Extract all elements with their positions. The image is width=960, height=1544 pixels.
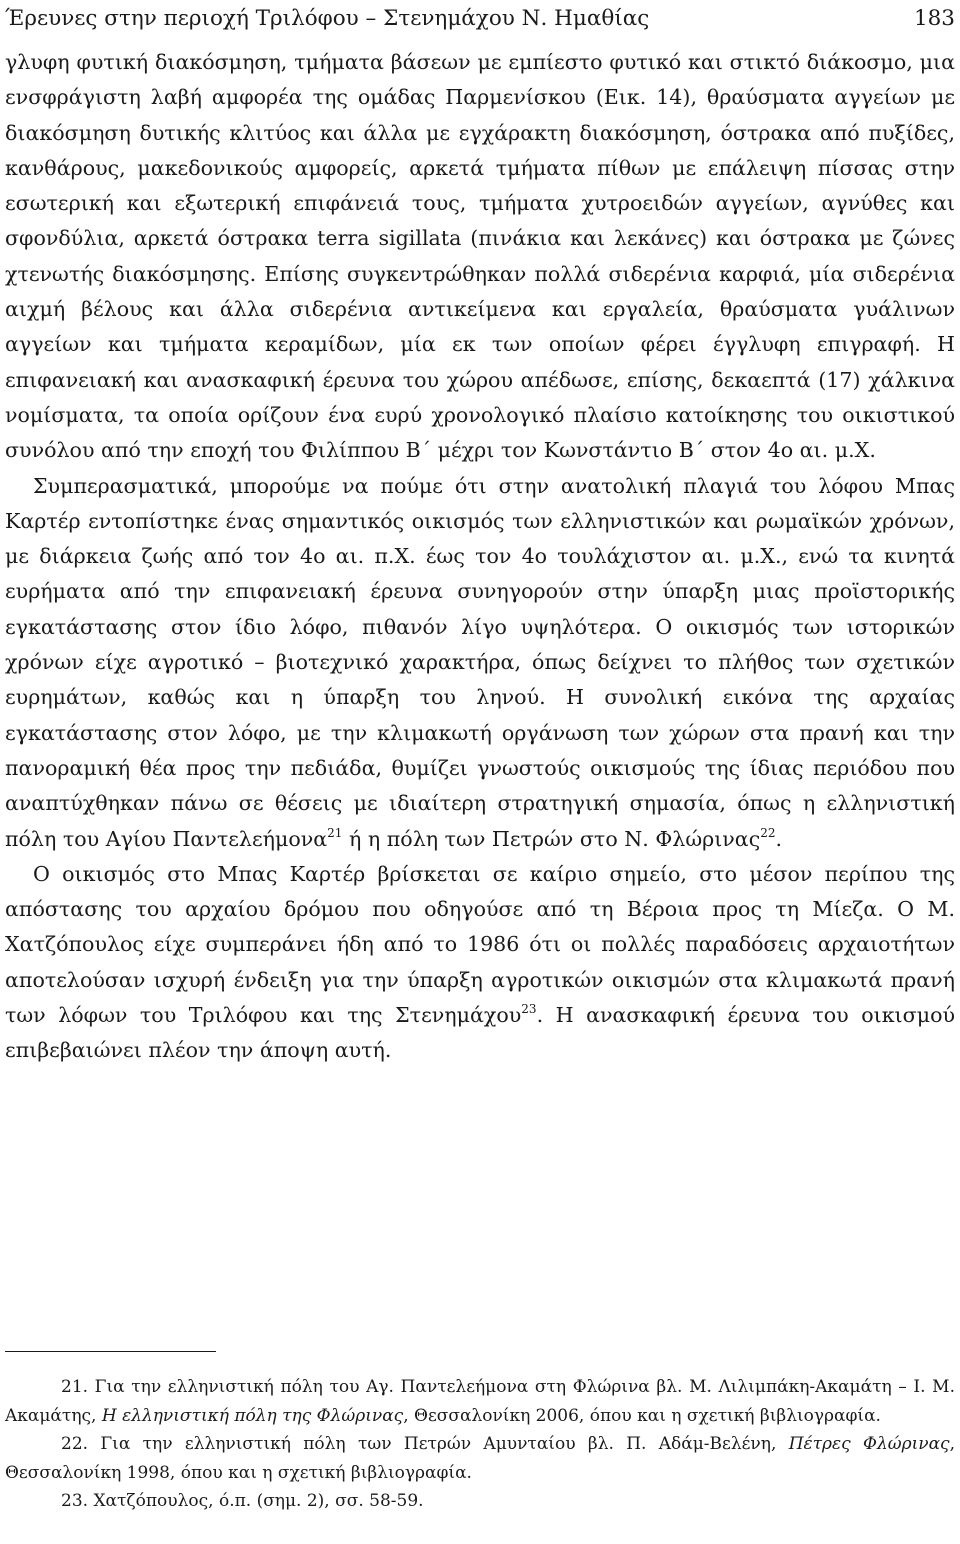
footnote-ref-23[interactable]: 23	[521, 1002, 537, 1017]
footnote-22-text-a: 22. Για την ελληνιστική πόλη των Πετρών Αμυνταίου βλ. Π. Αδάμ-Βελένη,	[61, 1434, 789, 1454]
paragraph-3-text-end: . Η ανασκαφική έρευνα του οικισμού επιβεβαιώνει πλέον την άποψη αυτή.	[5, 1003, 955, 1063]
footnote-ref-21[interactable]: 21	[327, 825, 343, 840]
footnote-21-title: Η ελληνιστική πόλη της Φλώρινας	[101, 1405, 404, 1426]
footnote-22-text-b: , Θεσσαλονίκη 1998, όπου και η σχετική βιβλιογραφία.	[5, 1434, 955, 1483]
paragraph-3	[5, 857, 955, 1069]
footnote-21-text-b: , Θεσσαλονίκη 2006, όπου και η σχετική βιβλιογραφία.	[403, 1405, 881, 1426]
body-text	[5, 45, 955, 1069]
running-head: Έρευνες στην περιοχή Τριλόφου – Στενημάχου Ν. Ημαθίας	[5, 6, 650, 31]
page-number: 183	[913, 6, 955, 31]
document-page	[5, 0, 955, 1544]
paragraph-1: γλυφη φυτική διακόσμηση, τμήματα βάσεων με εμπίεστο φυτικό και στικτό διάκοσμο, μια ενσφράγιστη λαβή αμφορέα της ομάδας Παρμενίσκου (Εικ. 14), θραύσματα αγγείων με διακόσμηση δυτικής κλιτύος και άλλα με εγχάρακτη διακόσμηση, όστρακα από πυξίδες, κανθάρους, μακεδονικούς αμφορείς, αρκετά τμήματα πίθων με επάλειψη πίσσας στην εσωτερική και εξωτερική επιφάνειά τους, τμήματα χυτροειδών αγγείων, αγνύθες και σφονδύλια, αρκετά όστρακα terra sigillata (πινάκια και λεκάνες) και όστρακα με ζώνες χτενωτής διακόσμησης. Επίσης συγκεντρώθηκαν πολλά σιδερένια καρφιά, μία σιδερένια αιχμή βέλους και άλλα σιδερένια αντικείμενα και εργαλεία, θραύσματα γυάλινων αγγείων και τμήματα κεραμίδων, μία εκ των οποίων φέρει έγγλυφη επιγραφή. Η επιφανειακή και ανασκαφική έρευνα του χώρου απέδωσε, επίσης, δεκαεπτά (17) χάλκινα νομίσματα, τα οποία ορίζουν ένα ευρύ χρονολογικό πλαίσιο κατοίκησης του οικιστικού συνόλου από την εποχή του Φιλίππου Β΄ μέχρι τον Κωνστάντιο Β΄ στον 4ο αι. μ.Χ.	[5, 50, 955, 463]
page-header	[5, 4, 955, 38]
footnote-22-title: Πέτρες Φλώρινας	[788, 1434, 950, 1454]
footnote-21	[5, 1373, 955, 1430]
paragraph-2	[5, 469, 955, 857]
footnote-23: 23. Χατζόπουλος, ό.π. (σημ. 2), σσ. 58-59.	[61, 1491, 424, 1511]
paragraph-2-text: Συμπερασματικά, μπορούμε να πούμε ότι στην ανατολική πλαγιά του λόφου Μπας Καρτέρ εντοπίστηκε ένας σημαντικός οικισμός των ελληνιστικών και ρωμαϊκών χρόνων, με διάρκεια ζωής από τον 4ο αι. π.Χ. έως τον 4ο τουλάχιστον αι. μ.Χ., ενώ τα κινητά ευρήματα από την επιφανειακή έρευνα συνηγορούν στην ύπαρξη μιας προϊστορικής εγκατάστασης στον ίδιο λόφο, πιθανόν λίγο υψηλότερα. Ο οικισμός των ιστορικών χρόνων είχε αγροτικό – βιοτεχνικό χαρακτήρα, όπως δείχνει το πλήθος των σχετικών ευρημάτων, καθώς και η ύπαρξη του ληνού. Η συνολική εικόνα της αρχαίας εγκατάστασης στον λόφο, με την κλιμακωτή οργάνωση των χώρων στα πρανή και την πανοραμική θέα προς την πεδιάδα, θυμίζει γνωστούς οικισμούς της ίδιας περιόδου που αναπτύχθηκαν πάνω σε θέσεις με ιδιαίτερη στρατηγική σημασία, όπως η ελληνιστική πόλη του Αγίου Παντελεήμονα	[5, 473, 955, 851]
paragraph-3-text: Ο οικισμός στο Μπας Καρτέρ βρίσκεται σε καίριο σημείο, στο μέσον περίπου της απόστασης του αρχαίου δρόμου που οδηγούσε από τη Βέροια προς τη Μίεζα. Ο Μ. Χατζόπουλος είχε συμπεράνει ήδη από το 1986 ότι οι πολλές παραδόσεις αρχαιοτήτων αποτελούσαν ισχυρή ένδειξη για την ύπαρξη αγροτικών οικισμών στα κλιμακωτά πρανή των λόφων του Τριλόφου και της Στενημάχου	[5, 861, 955, 1028]
paragraph-2-text-end: .	[775, 826, 783, 851]
footnotes	[5, 1373, 955, 1516]
footnote-ref-22[interactable]: 22	[760, 825, 776, 840]
footnote-22	[5, 1430, 955, 1487]
footnote-21-text-a: 21. Για την ελληνιστική πόλη του Αγ. Παντελεήμονα στη Φλώρινα βλ. Μ. Λιλιμπάκη-Ακαμάτη – Ι. Μ. Ακαμάτης,	[5, 1377, 955, 1426]
footnote-divider	[5, 1351, 216, 1352]
paragraph-2-text-mid: ή η πόλη των Πετρών στο Ν. Φλώρινας	[342, 826, 761, 851]
